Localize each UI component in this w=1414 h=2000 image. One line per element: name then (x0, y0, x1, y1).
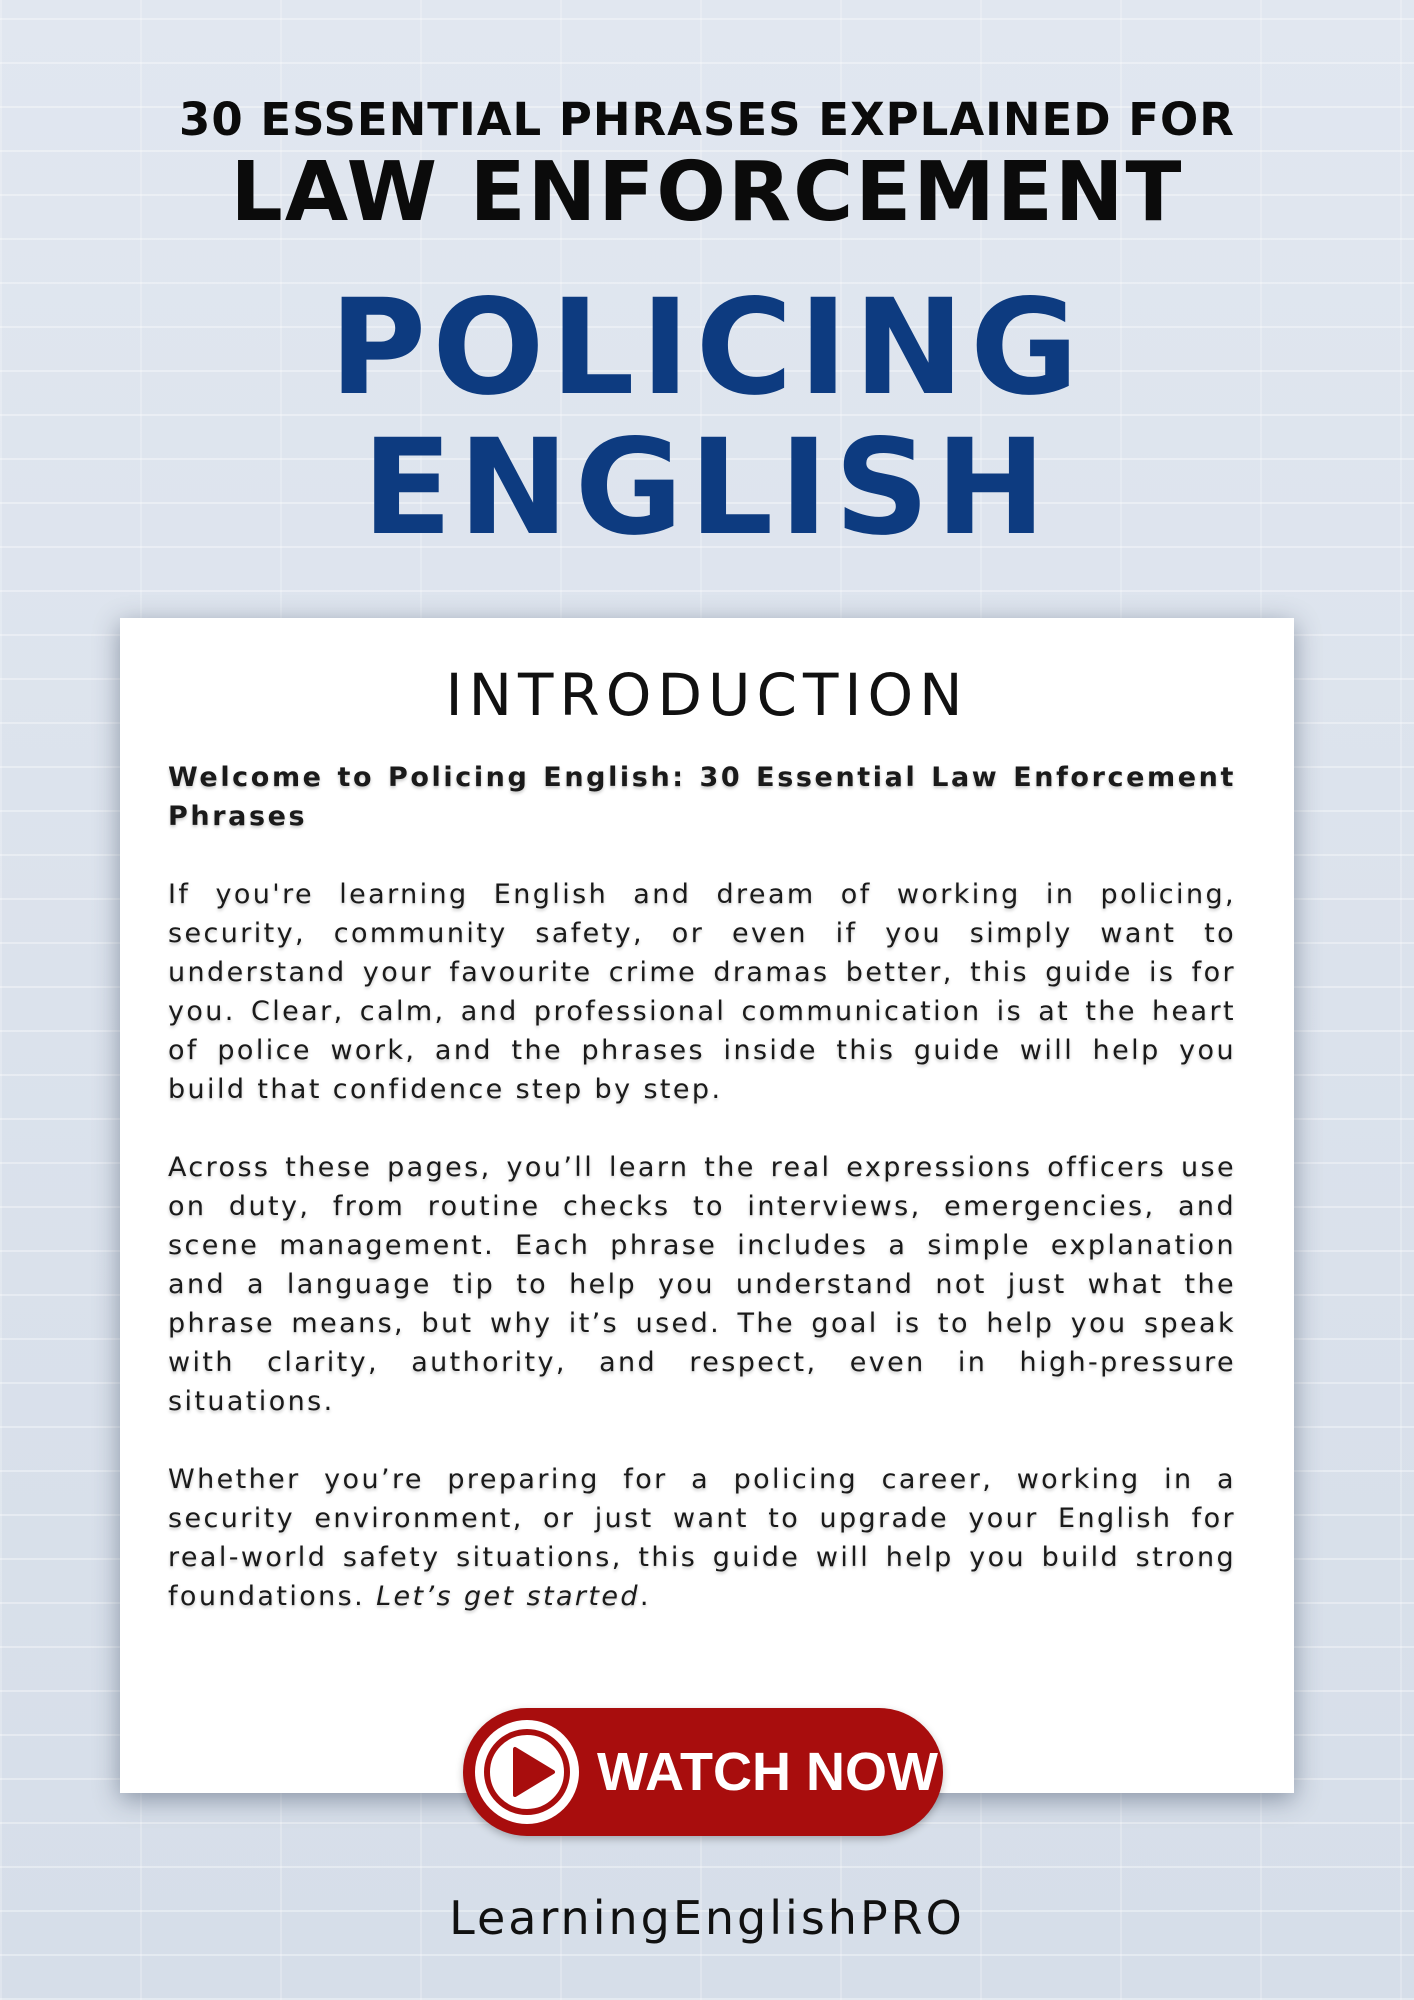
introduction-body (168, 758, 1236, 1655)
introduction-paragraph-2: Across these pages, you’ll learn the real expressions officers use on duty, from routine checks to interviews, emergencies, and scene management. Each phrase includes a simple explanation and a language tip to help you understand not just what the phrase means, but why it’s used. The goal is to help you speak with clarity, authority, and respect, even in high-pressure situations. (168, 1152, 1236, 1417)
brand-name: LearningEnglishPRO (449, 1891, 965, 1945)
watch-now-label: WATCH NOW (597, 1742, 938, 1802)
watch-now-button[interactable] (463, 1708, 943, 1836)
subtitle-line-1: 30 ESSENTIAL PHRASES EXPLAINED FOR (179, 93, 1235, 146)
page-title-line-1: POLICING (329, 271, 1085, 425)
introduction-paragraph-3 (168, 1460, 1236, 1616)
introduction-heading: INTRODUCTION (445, 661, 969, 729)
introduction-paragraph-1: If you're learning English and dream of working in policing, security, community safety, or even if you simply want to understand your favourite crime dramas better, this guide is for you. Clear, calm, and professional communication is at the heart of police work, and the phrases inside this guide will help you build that confidence step by step. (168, 879, 1236, 1105)
introduction-paragraph-3-text: Whether you’re preparing for a policing career, working in a security environment, or just want to upgrade your English for real-world safety situations, this guide will help you build strong foundations. (168, 1464, 1236, 1612)
page-title-line-2: ENGLISH (362, 411, 1052, 565)
introduction-lead: Welcome to Policing English: 30 Essential Law Enforcement Phrases (168, 762, 1236, 832)
play-icon (471, 1716, 583, 1828)
introduction-closing-punct: . (639, 1581, 651, 1612)
subtitle-line-2: LAW ENFORCEMENT (230, 145, 1184, 240)
introduction-closing: Let’s get started (376, 1581, 640, 1612)
introduction-card (120, 618, 1294, 1793)
